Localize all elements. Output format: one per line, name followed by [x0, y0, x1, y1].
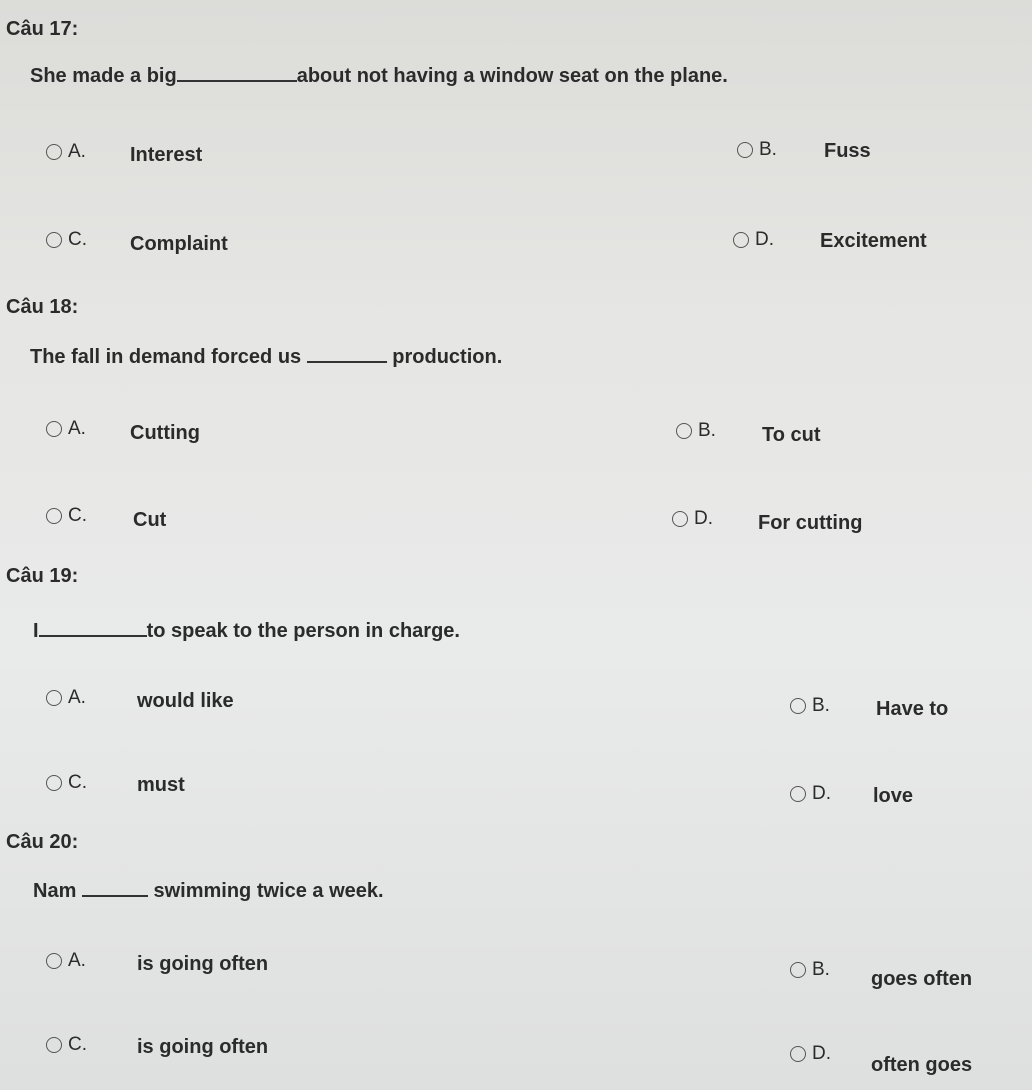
radio-button[interactable] — [790, 962, 806, 978]
radio-button[interactable] — [676, 423, 692, 439]
radio-button[interactable] — [790, 786, 806, 802]
answer-blank — [39, 619, 147, 637]
radio-button[interactable] — [46, 690, 62, 706]
q17-option-a[interactable]: A. — [46, 141, 86, 163]
q18-option-b[interactable]: B. — [676, 420, 716, 442]
q19-option-c[interactable]: C. — [46, 772, 87, 794]
stem-after: to speak to the person in charge. — [146, 620, 460, 642]
radio-button[interactable] — [733, 232, 749, 248]
q17-option-c-text: Complaint — [130, 233, 228, 255]
q19-option-d-text: love — [873, 785, 914, 807]
radio-button[interactable] — [790, 1046, 806, 1062]
q18-option-d[interactable]: D. — [672, 508, 713, 530]
q19-option-c-text: must — [137, 774, 185, 796]
q19-option-a-text: would like — [137, 690, 234, 712]
radio-button[interactable] — [672, 511, 688, 527]
q17-option-a-text: Interest — [130, 144, 203, 166]
q20-option-c-text: is going often — [137, 1036, 269, 1058]
stem-after: swimming twice a week. — [153, 880, 384, 902]
q20-option-d[interactable]: D. — [790, 1043, 831, 1065]
radio-button[interactable] — [46, 1037, 62, 1053]
stem-after: production. — [392, 346, 503, 368]
stem-before: She made a big — [30, 65, 177, 87]
radio-button[interactable] — [46, 144, 62, 160]
q17-option-b-text: Fuss — [824, 140, 871, 162]
q20-option-d-text: often goes — [871, 1054, 973, 1076]
stem-after: about not having a window seat on the plane. — [296, 65, 728, 87]
q18-option-a[interactable]: A. — [46, 418, 86, 440]
radio-button[interactable] — [46, 421, 62, 437]
answer-blank — [307, 345, 387, 363]
q17-option-c[interactable]: C. — [46, 229, 87, 251]
q17-option-b[interactable]: B. — [737, 139, 777, 161]
q18-option-c-text: Cut — [133, 509, 167, 531]
question-17-label: Câu 17: — [6, 18, 79, 40]
q19-option-b[interactable]: B. — [790, 695, 830, 717]
answer-blank — [177, 64, 297, 82]
question-19-label: Câu 19: — [6, 565, 79, 587]
question-19-stem — [33, 619, 460, 643]
q20-option-a-text: is going often — [137, 953, 269, 975]
q17-option-d[interactable]: D. — [733, 229, 774, 251]
q18-option-d-text: For cutting — [758, 512, 863, 534]
answer-blank — [82, 879, 148, 897]
q18-option-b-text: To cut — [762, 424, 821, 446]
q18-option-a-text: Cutting — [130, 422, 200, 444]
radio-button[interactable] — [46, 953, 62, 969]
stem-before: Nam — [33, 880, 77, 902]
q19-option-a[interactable]: A. — [46, 687, 86, 709]
radio-button[interactable] — [790, 698, 806, 714]
question-20-label: Câu 20: — [6, 831, 79, 853]
q19-option-d[interactable]: D. — [790, 783, 831, 805]
question-18-stem — [30, 345, 502, 369]
q20-option-a[interactable]: A. — [46, 950, 86, 972]
radio-button[interactable] — [737, 142, 753, 158]
question-17-stem — [30, 64, 728, 88]
question-18-label: Câu 18: — [6, 296, 79, 318]
radio-button[interactable] — [46, 775, 62, 791]
stem-before: The fall in demand forced us — [30, 346, 302, 368]
q20-option-b[interactable]: B. — [790, 959, 830, 981]
q20-option-c[interactable]: C. — [46, 1034, 87, 1056]
q17-option-d-text: Excitement — [820, 230, 927, 252]
q19-option-b-text: Have to — [876, 698, 949, 720]
radio-button[interactable] — [46, 232, 62, 248]
q20-option-b-text: goes often — [871, 968, 973, 990]
radio-button[interactable] — [46, 508, 62, 524]
q18-option-c[interactable]: C. — [46, 505, 87, 527]
question-20-stem — [33, 879, 384, 903]
stem-before: I — [33, 620, 39, 642]
